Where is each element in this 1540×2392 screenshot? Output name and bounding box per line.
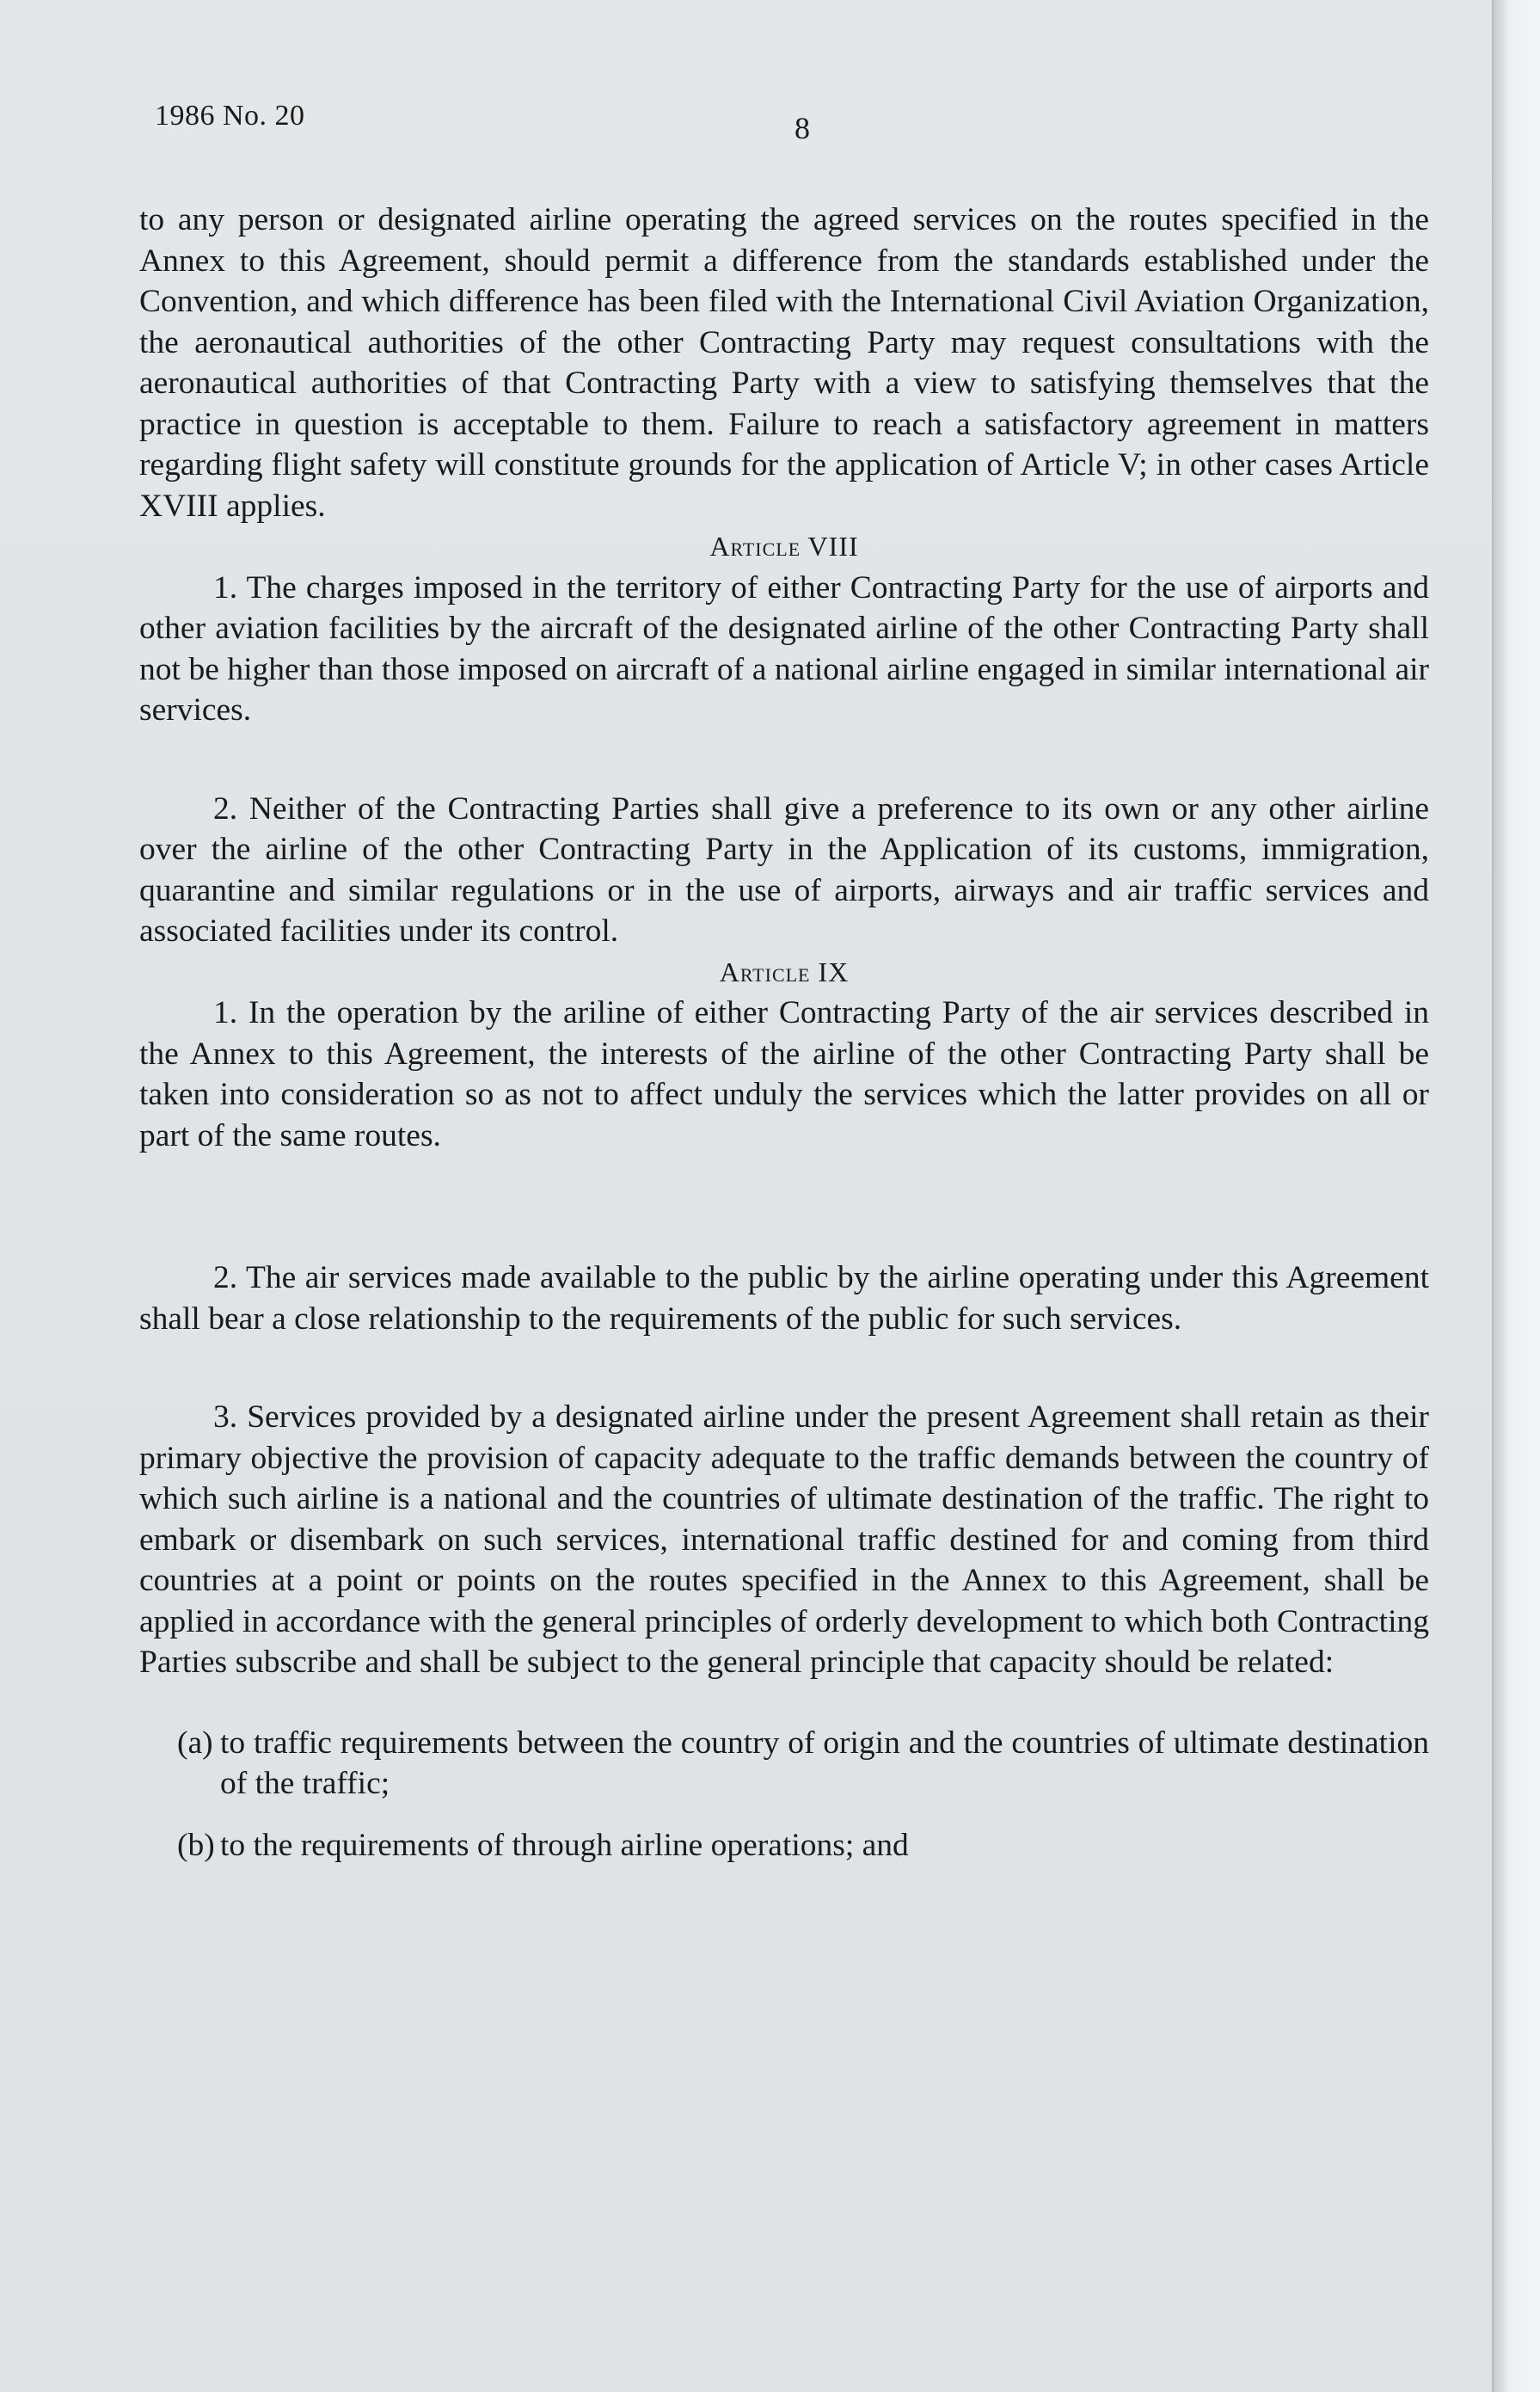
list-item-text: to traffic requirements between the country of origin and the countries of ultimate destination of the traffic; [220, 1725, 1429, 1801]
list-item-label: (a) [177, 1725, 213, 1761]
list-item [139, 1825, 1429, 1866]
document-body [139, 200, 1429, 1866]
page-number: 8 [795, 111, 810, 145]
page-edge [1492, 0, 1540, 2392]
article-viii-paragraph-2: 2. Neither of the Contracting Parties shall give a preference to its own or any other airline over the airline of the other Contracting Party in the Application of its customs, immigration, quarantine and similar regulations or in the use of airports, airways and air traffic services and associated facilities under its control. [139, 790, 1429, 949]
article-ix-paragraph-1: 1. In the operation by the ariline of either Contracting Party of the air services described in the Annex to this Agreement, the interests of the airline of the other Contracting Party shall be taken into consideration so as not to affect unduly the services which the latter provides on all or part of the same routes. [139, 995, 1429, 1153]
article-ix-paragraph-3: 3. Services provided by a designated airline under the present Agreement shall retain as their primary objective the provision of capacity adequate to the traffic demands between the country of which such airline is a national and the countries of ultimate destination of the traffic. The right to embark or disembark on such services, international traffic destined for and coming from third countries at a point or points on the routes specified in the Annex to this Agreement, shall be applied in accordance with the general principles of orderly development to which both Contracting Parties subscribe and shall be subject to the general principle that capacity should be related: [139, 1399, 1429, 1680]
article-ix-paragraph-2: 2. The air services made available to the public by the airline operating under this Agreement shall bear a close relationship to the requirements of the public for such services. [139, 1260, 1429, 1337]
article-viii-paragraph-1: 1. The charges imposed in the territory of either Contracting Party for the use of airports and other aviation facilities by the aircraft of the designated airline of the other Contracting Party shall not be higher than those imposed on aircraft of a national airline engaged in similar international air services. [139, 569, 1429, 728]
capacity-criteria-list [139, 1723, 1429, 1866]
document-reference: 1986 No. 20 [155, 100, 305, 132]
article-heading-viii: Article VIII [709, 531, 859, 562]
continued-paragraph: to any person or designated airline operating the agreed services on the routes specified in the Annex to this Agreement, should permit a difference from the standards established under the Convention, and which difference has been filed with the International Civil Aviation Organization, the aeronautical authorities of the other Contracting Party may request consultations with the aeronautical authorities of that Contracting Party with a view to satisfying themselves that the practice in question is acceptable to them. Failure to reach a satisfactory agreement in matters regarding flight safety will constitute grounds for the application of Article V; in other cases Article XVIII applies. [139, 202, 1429, 524]
list-item [139, 1723, 1429, 1805]
list-item-label: (b) [177, 1827, 215, 1863]
article-heading-ix: Article IX [719, 956, 850, 987]
list-item-text: to the requirements of through airline operations; and [220, 1827, 909, 1863]
